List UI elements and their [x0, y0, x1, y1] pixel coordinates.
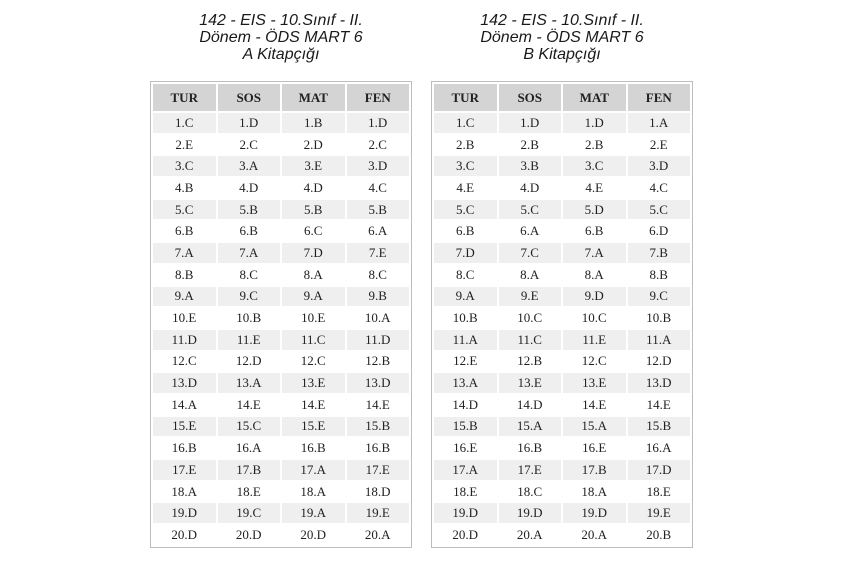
answer-cell: 6.B: [218, 221, 281, 241]
answer-cell: 17.E: [347, 460, 410, 480]
answer-cell: 11.A: [628, 330, 691, 350]
answer-cell: 19.C: [218, 503, 281, 523]
answer-cell: 7.D: [282, 243, 345, 263]
answer-cell: 12.C: [563, 352, 626, 372]
answer-cell: 2.B: [499, 135, 562, 155]
answer-cell: 20.D: [218, 525, 281, 545]
answer-cell: 13.D: [153, 373, 216, 393]
answer-cell: 6.C: [282, 221, 345, 241]
answer-cell: 13.E: [282, 373, 345, 393]
booklet-b-title-line1: 142 - EIS - 10.Sınıf - II.: [480, 12, 644, 29]
answer-cell: 17.A: [282, 460, 345, 480]
answer-cell: 15.B: [347, 417, 410, 437]
table-row: [153, 178, 409, 198]
column-header: SOS: [499, 84, 562, 111]
answer-cell: 11.E: [563, 330, 626, 350]
booklet-b-answer-table: [432, 82, 692, 547]
answer-cell: 3.C: [434, 156, 497, 176]
column-header: MAT: [282, 84, 345, 111]
column-header: TUR: [434, 84, 497, 111]
answer-cell: 10.C: [563, 308, 626, 328]
table-row: [153, 395, 409, 415]
answer-cell: 19.A: [282, 503, 345, 523]
answer-cell: 14.E: [347, 395, 410, 415]
booklet-a-title-line1: 142 - EIS - 10.Sınıf - II.: [199, 12, 363, 29]
answer-cell: 1.A: [628, 113, 691, 133]
answer-cell: 2.D: [282, 135, 345, 155]
answer-cell: 16.A: [218, 438, 281, 458]
table-row: [153, 265, 409, 285]
table-header-row: [434, 84, 690, 111]
answer-cell: 9.E: [499, 287, 562, 307]
table-row: [434, 135, 690, 155]
answer-cell: 14.D: [434, 395, 497, 415]
answer-cell: 4.E: [434, 178, 497, 198]
answer-cell: 7.B: [628, 243, 691, 263]
answer-cell: 7.C: [499, 243, 562, 263]
answer-cell: 14.E: [628, 395, 691, 415]
answer-cell: 17.B: [563, 460, 626, 480]
table-row: [153, 308, 409, 328]
table-row: [153, 503, 409, 523]
answer-cell: 10.A: [347, 308, 410, 328]
table-row: [434, 243, 690, 263]
answer-cell: 15.A: [499, 417, 562, 437]
answer-cell: 6.B: [563, 221, 626, 241]
answer-cell: 18.E: [218, 482, 281, 502]
table-row: [434, 438, 690, 458]
booklet-a-answer-table: [151, 82, 411, 547]
booklet-a-answer-sheet: [150, 81, 412, 548]
answer-cell: 12.C: [282, 352, 345, 372]
answer-cell: 20.A: [499, 525, 562, 545]
answer-cell: 11.A: [434, 330, 497, 350]
answer-cell: 18.A: [282, 482, 345, 502]
answer-cell: 6.B: [434, 221, 497, 241]
answer-cell: 5.C: [628, 200, 691, 220]
table-row: [153, 330, 409, 350]
answer-cell: 14.E: [218, 395, 281, 415]
answer-cell: 10.E: [153, 308, 216, 328]
answer-cell: 1.D: [499, 113, 562, 133]
answer-cell: 9.A: [153, 287, 216, 307]
booklet-a-title-line3: A Kitapçığı: [242, 46, 320, 63]
answer-cell: 16.A: [628, 438, 691, 458]
answer-cell: 12.B: [347, 352, 410, 372]
answer-cell: 11.C: [499, 330, 562, 350]
table-row: [153, 113, 409, 133]
table-row: [434, 395, 690, 415]
answer-cell: 5.C: [434, 200, 497, 220]
answer-cell: 6.A: [499, 221, 562, 241]
answer-cell: 1.D: [218, 113, 281, 133]
table-row: [434, 373, 690, 393]
answer-cell: 8.A: [282, 265, 345, 285]
answer-cell: 15.C: [218, 417, 281, 437]
table-row: [434, 308, 690, 328]
answer-cell: 15.E: [282, 417, 345, 437]
answer-cell: 16.B: [282, 438, 345, 458]
answer-cell: 6.D: [628, 221, 691, 241]
answer-cell: 15.A: [563, 417, 626, 437]
answer-cell: 14.E: [563, 395, 626, 415]
answer-cell: 19.D: [434, 503, 497, 523]
column-header: MAT: [563, 84, 626, 111]
answer-cell: 9.A: [282, 287, 345, 307]
table-row: [153, 417, 409, 437]
booklet-b-title-line2: Dönem - ÖDS MART 6: [480, 29, 644, 46]
answer-cell: 18.E: [434, 482, 497, 502]
table-row: [434, 156, 690, 176]
answer-cell: 16.B: [153, 438, 216, 458]
answer-cell: 1.D: [347, 113, 410, 133]
answer-cell: 9.D: [563, 287, 626, 307]
answer-cell: 5.D: [563, 200, 626, 220]
answer-cell: 17.E: [153, 460, 216, 480]
answer-cell: 12.D: [628, 352, 691, 372]
answer-cell: 4.D: [282, 178, 345, 198]
table-row: [153, 221, 409, 241]
answer-cell: 15.B: [434, 417, 497, 437]
answer-cell: 10.B: [434, 308, 497, 328]
answer-cell: 13.A: [218, 373, 281, 393]
answer-cell: 14.D: [499, 395, 562, 415]
table-row: [434, 330, 690, 350]
answer-cell: 8.C: [347, 265, 410, 285]
booklet-a-title-line2: Dönem - ÖDS MART 6: [199, 29, 363, 46]
answer-cell: 1.C: [434, 113, 497, 133]
answer-cell: 10.B: [218, 308, 281, 328]
answer-cell: 10.E: [282, 308, 345, 328]
answer-cell: 12.D: [218, 352, 281, 372]
answer-cell: 7.A: [153, 243, 216, 263]
column-header: FEN: [628, 84, 691, 111]
booklet-a-panel: [150, 12, 412, 542]
column-header: TUR: [153, 84, 216, 111]
table-row: [153, 200, 409, 220]
answer-cell: 7.A: [218, 243, 281, 263]
answer-cell: 11.D: [347, 330, 410, 350]
column-header: SOS: [218, 84, 281, 111]
answer-cell: 13.A: [434, 373, 497, 393]
table-row: [434, 482, 690, 502]
answer-cell: 5.B: [218, 200, 281, 220]
answer-cell: 2.B: [434, 135, 497, 155]
table-row: [434, 200, 690, 220]
answer-cell: 7.A: [563, 243, 626, 263]
answer-cell: 14.E: [282, 395, 345, 415]
answer-cell: 8.C: [218, 265, 281, 285]
booklet-b-answer-sheet: [431, 81, 693, 548]
answer-cell: 15.B: [628, 417, 691, 437]
answer-cell: 13.E: [499, 373, 562, 393]
answer-cell: 9.C: [628, 287, 691, 307]
answer-cell: 1.D: [563, 113, 626, 133]
answer-cell: 19.E: [347, 503, 410, 523]
answer-cell: 13.D: [628, 373, 691, 393]
answer-cell: 8.B: [628, 265, 691, 285]
answer-cell: 3.E: [282, 156, 345, 176]
answer-cell: 2.B: [563, 135, 626, 155]
answer-cell: 8.A: [499, 265, 562, 285]
answer-cell: 3.C: [563, 156, 626, 176]
answer-cell: 5.C: [499, 200, 562, 220]
answer-cell: 20.A: [347, 525, 410, 545]
answer-cell: 14.A: [153, 395, 216, 415]
answer-cell: 2.E: [628, 135, 691, 155]
answer-cell: 11.C: [282, 330, 345, 350]
answer-cell: 18.A: [153, 482, 216, 502]
table-row: [434, 525, 690, 545]
answer-cell: 17.A: [434, 460, 497, 480]
booklet-a-title: [150, 12, 412, 63]
answer-cell: 10.C: [499, 308, 562, 328]
answer-cell: 7.D: [434, 243, 497, 263]
table-row: [153, 156, 409, 176]
table-row: [434, 352, 690, 372]
answer-cell: 3.B: [499, 156, 562, 176]
answer-cell: 4.C: [347, 178, 410, 198]
table-row: [434, 178, 690, 198]
answer-cell: 4.D: [499, 178, 562, 198]
table-row: [153, 135, 409, 155]
answer-cell: 7.E: [347, 243, 410, 263]
answer-cell: 19.D: [499, 503, 562, 523]
answer-cell: 8.B: [153, 265, 216, 285]
table-row: [434, 460, 690, 480]
answer-cell: 9.B: [347, 287, 410, 307]
answer-cell: 17.D: [628, 460, 691, 480]
answer-cell: 18.C: [499, 482, 562, 502]
answer-cell: 15.E: [153, 417, 216, 437]
answer-cell: 19.E: [628, 503, 691, 523]
answer-cell: 2.E: [153, 135, 216, 155]
answer-cell: 2.C: [218, 135, 281, 155]
answer-cell: 19.D: [563, 503, 626, 523]
table-row: [153, 243, 409, 263]
answer-cell: 18.E: [628, 482, 691, 502]
answer-cell: 9.A: [434, 287, 497, 307]
answer-cell: 17.B: [218, 460, 281, 480]
answer-cell: 18.A: [563, 482, 626, 502]
answer-cell: 13.E: [563, 373, 626, 393]
answer-cell: 1.B: [282, 113, 345, 133]
answer-cell: 6.A: [347, 221, 410, 241]
table-row: [434, 417, 690, 437]
answer-cell: 12.C: [153, 352, 216, 372]
table-row: [153, 438, 409, 458]
table-row: [434, 113, 690, 133]
answer-cell: 16.B: [347, 438, 410, 458]
table-row: [434, 221, 690, 241]
table-row: [434, 265, 690, 285]
booklet-b-panel: [431, 12, 693, 542]
answer-cell: 20.D: [434, 525, 497, 545]
answer-cell: 12.E: [434, 352, 497, 372]
answer-cell: 3.D: [628, 156, 691, 176]
answer-cell: 8.A: [563, 265, 626, 285]
answer-cell: 13.D: [347, 373, 410, 393]
answer-cell: 11.D: [153, 330, 216, 350]
column-header: FEN: [347, 84, 410, 111]
answer-cell: 11.E: [218, 330, 281, 350]
answer-cell: 3.C: [153, 156, 216, 176]
answer-cell: 12.B: [499, 352, 562, 372]
answer-cell: 16.B: [499, 438, 562, 458]
answer-cell: 20.D: [153, 525, 216, 545]
answer-cell: 19.D: [153, 503, 216, 523]
answer-cell: 4.B: [153, 178, 216, 198]
table-row: [153, 287, 409, 307]
answer-cell: 17.E: [499, 460, 562, 480]
answer-cell: 9.C: [218, 287, 281, 307]
answer-cell: 18.D: [347, 482, 410, 502]
answer-cell: 1.C: [153, 113, 216, 133]
answer-cell: 6.B: [153, 221, 216, 241]
answer-cell: 5.B: [282, 200, 345, 220]
table-row: [153, 525, 409, 545]
booklet-b-title-line3: B Kitapçığı: [523, 46, 601, 63]
table-header-row: [153, 84, 409, 111]
answer-cell: 20.D: [282, 525, 345, 545]
answer-cell: 10.B: [628, 308, 691, 328]
answer-cell: 3.A: [218, 156, 281, 176]
answer-cell: 20.B: [628, 525, 691, 545]
table-row: [434, 287, 690, 307]
answer-cell: 3.D: [347, 156, 410, 176]
answer-cell: 5.B: [347, 200, 410, 220]
table-row: [153, 482, 409, 502]
answer-cell: 4.E: [563, 178, 626, 198]
answer-cell: 16.E: [563, 438, 626, 458]
answer-cell: 20.A: [563, 525, 626, 545]
table-row: [153, 352, 409, 372]
table-row: [434, 503, 690, 523]
answer-cell: 16.E: [434, 438, 497, 458]
answer-cell: 5.C: [153, 200, 216, 220]
answer-cell: 8.C: [434, 265, 497, 285]
answer-cell: 4.C: [628, 178, 691, 198]
booklet-b-title: [431, 12, 693, 63]
table-row: [153, 373, 409, 393]
answer-cell: 2.C: [347, 135, 410, 155]
table-row: [153, 460, 409, 480]
answer-cell: 4.D: [218, 178, 281, 198]
